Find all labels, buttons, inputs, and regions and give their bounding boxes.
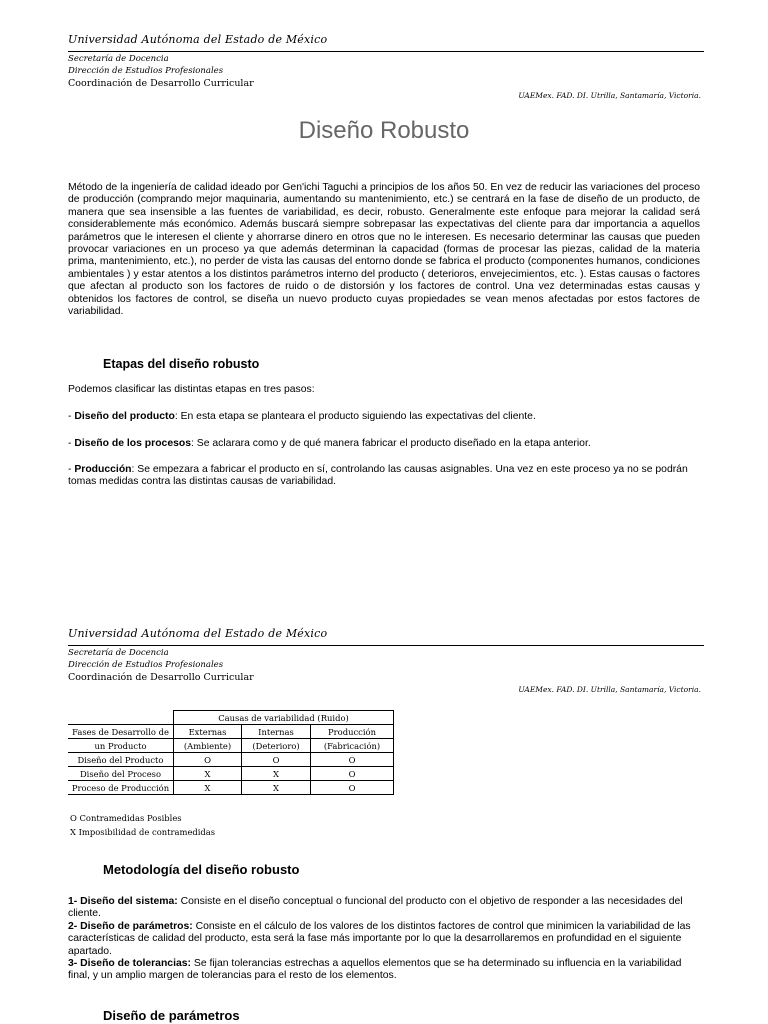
table-cell: O [311,781,394,795]
secretaria-line: Secretaría de Docencia [68,648,169,658]
metodologia-item [68,958,698,983]
metodologia-term: 1- Diseño del sistema: [68,896,178,907]
etapa-text: : Se aclarara como y de qué manera fabricar el producto diseñado en la etapa anterior. [191,438,591,449]
coordinacion-line: Coordinación de Desarrollo Curricular [68,672,254,683]
page-header [68,627,704,694]
metodologia-term: 3- Diseño de tolerancias: [68,958,191,970]
table-row [68,739,394,753]
phase-cell: Diseño del Proceso [68,767,174,781]
column-header: Externas [174,725,242,739]
table-cell: X [174,767,242,781]
intro-paragraph: Método de la ingeniería de calidad ideado por Gen'ichi Taguchi a principios de los años 50. En vez de reducir las variaciones del proceso de producción (comprando mejor maquinaria, aumentando su mantenimiento, etc.) se centrará en la fase de diseño de un producto, de manera que sea insensible a las fuentes de variabilidad, es decir, robusto. Generalmente este enfoque para mejorar la calidad será considerablemente más económico. Además buscará siempre sobrepasar las expectativas del cliente para dar importancia a aquellos parámetros que le interesen el cliente y ahorrarse dinero en otros que no le interesen. Es necesario determinar las causas que pueden provocar variaciones en un proceso ya que además determinan la capacidad (formas de procesar las piezas, calidad de la materia prima, mantenimiento, etc.), no perder de vista las causas del entorno donde se fabrica el producto (componentes humanos, condiciones ambientales ) y estar atentos a los distintos parámetros interno del producto ( deterioros, envejecimientos, etc. ). Estas causas o factores que afectan al producto son los factores de ruido o de distorsión y los factores de control. Una vez determinadas estas causas y obtenidos los factores de control, se diseña un nuevo producto cuyas propiedades se vean menos afectadas por estos factores de variabilidad. [68,182,700,318]
column-header: (Fabricación) [311,739,394,753]
group-header: Causas de variabilidad (Ruido) [174,711,394,725]
secretaria-line: Secretaría de Docencia [68,54,169,64]
etapa-dash: - [68,411,75,422]
legend-o: O Contramedidas Posibles [70,813,182,823]
etapa-item [68,411,708,423]
row-header: Fases de Desarrollo de [68,725,174,739]
table-cell: O [242,753,311,767]
page-header [68,33,704,100]
direccion-line: Dirección de Estudios Profesionales [68,66,224,76]
coordinacion-line: Coordinación de Desarrollo Curricular [68,78,254,89]
table-row [68,767,394,781]
metodologia-text: Consiste en el cálculo de los valores de los distintos factores de control que minimicen la variabilidad de las características de calidad del producto, esta será la fase más importante por lo que la desarrollaremos en profundidad en el siguiente apartado. [68,920,691,957]
parametros-heading: Diseño de parámetros [103,1008,240,1023]
table-cell: O [174,753,242,767]
table-cell: X [242,781,311,795]
column-header: Producción [311,725,394,739]
metodologia-heading: Metodología del diseño robusto [103,862,300,877]
table-cell: X [174,781,242,795]
direccion-line: Dirección de Estudios Profesionales [68,660,224,670]
column-header: Internas [242,725,311,739]
row-header: un Producto [68,739,174,753]
metodologia-list [68,896,698,983]
etapa-dash: - [68,464,75,475]
etapas-lead: Podemos clasificar las distintas etapas en tres pasos: [68,384,315,395]
legend-x: X Imposibilidad de contramedidas [70,827,216,837]
etapa-text: : En esta etapa se planteara el producto siguiendo las expectativas del cliente. [174,411,536,422]
metodologia-term: 2- Diseño de parámetros: [68,920,193,932]
metodologia-item [68,921,698,958]
header-rule [68,51,704,52]
university-name: Universidad Autónoma del Estado de México [68,627,328,640]
etapas-heading: Etapas del diseño robusto [103,357,260,371]
etapa-term: Diseño del producto [74,411,175,422]
table-cell: O [311,767,394,781]
table-row [68,781,394,795]
phase-cell: Diseño del Producto [68,753,174,767]
metodologia-text: Consiste en el diseño conceptual o funcional del producto con el objetivo de responder a las necesidades del cliente. [68,896,683,920]
page-title: Diseño Robusto [298,117,470,144]
column-header: (Deterioro) [242,739,311,753]
metodologia-item [68,896,698,921]
authors-line: UAEMex. FAD. DI. Utrilla, Santamaría, Victoria. [518,91,701,100]
etapa-term: Diseño de los procesos [74,438,192,449]
table-row [68,711,394,725]
column-header: (Ambiente) [174,739,242,753]
variability-table [68,710,394,795]
table-cell: X [242,767,311,781]
etapa-text: : Se empezara a fabricar el producto en sí, controlando las causas asignables. Una vez en este proceso ya no se podrán tomas medidas contra las distintas causas de variabilidad. [68,464,688,488]
etapa-dash: - [68,438,75,449]
table-row [68,725,394,739]
etapa-term: Producción [74,464,132,475]
phase-cell: Proceso de Producción [68,781,174,795]
header-rule [68,645,704,646]
authors-line: UAEMex. FAD. DI. Utrilla, Santamaría, Victoria. [518,685,701,694]
etapa-item [68,438,708,450]
table-row [68,753,394,767]
table-corner [68,711,174,725]
table-cell: O [311,753,394,767]
etapa-item [68,464,696,489]
university-name: Universidad Autónoma del Estado de México [68,33,328,46]
metodologia-text: Se fijan tolerancias estrechas a aquellos elementos que se ha determinado su influencia en la variabilidad final, y un amplio margen de tolerancias para el resto de los elementos. [68,958,682,982]
